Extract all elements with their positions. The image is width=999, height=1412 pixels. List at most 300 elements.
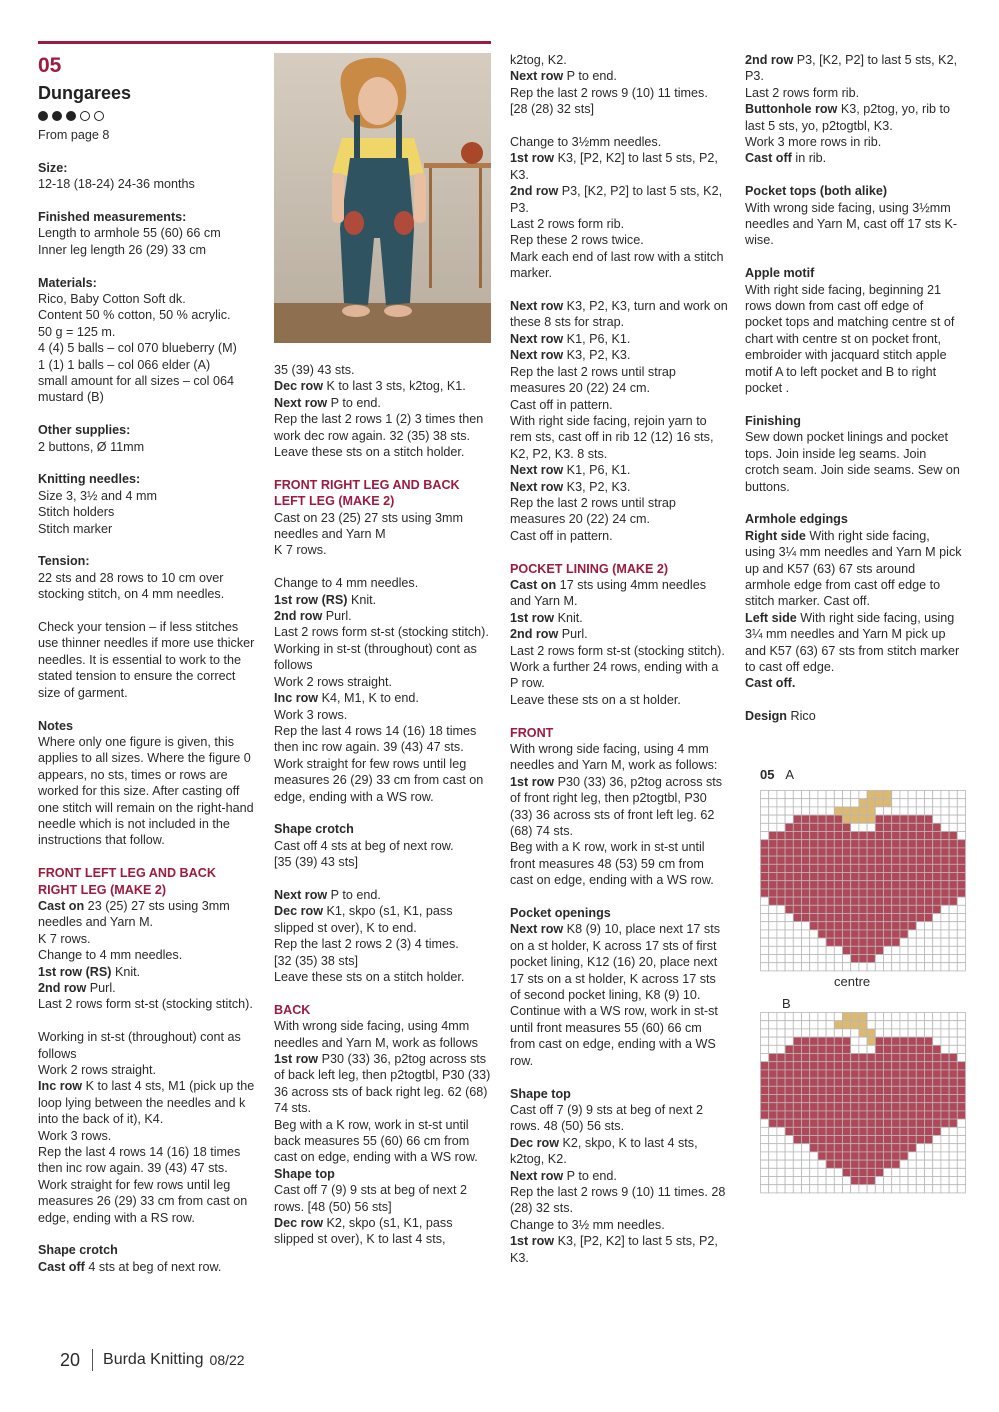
- chart-cell: [933, 1070, 941, 1078]
- chart-cell: [843, 922, 851, 930]
- chart-cell: [843, 1086, 851, 1094]
- chart-cell: [818, 1177, 826, 1185]
- chart-cell: [834, 799, 842, 807]
- chart-cell: [875, 881, 883, 889]
- chart-cell: [802, 840, 810, 848]
- chart-cell: [892, 799, 900, 807]
- chart-cell: [949, 1160, 957, 1168]
- chart-cell: [941, 955, 949, 963]
- chart-cell: [834, 1021, 842, 1029]
- chart-cell: [859, 791, 867, 799]
- chart-cell: [802, 1045, 810, 1053]
- chart-cell: [826, 1095, 834, 1103]
- chart-cell: [843, 897, 851, 905]
- chart-cell: [908, 873, 916, 881]
- chart-cell: [818, 1078, 826, 1086]
- chart-cell: [810, 864, 818, 872]
- chart-cell: [957, 897, 965, 905]
- chart-cell: [769, 799, 777, 807]
- chart-cell: [892, 1160, 900, 1168]
- chart-cell: [785, 815, 793, 823]
- chart-cell: [941, 1070, 949, 1078]
- chart-cell: [769, 955, 777, 963]
- chart-cell: [851, 905, 859, 913]
- chart-cell: [949, 864, 957, 872]
- chart-cell: [941, 1021, 949, 1029]
- chart-cell: [925, 1136, 933, 1144]
- chart-cell: [859, 922, 867, 930]
- chart-cell: [916, 1037, 924, 1045]
- chart-cell: [875, 963, 883, 971]
- chart-cell: [925, 807, 933, 815]
- chart-cell: [900, 1037, 908, 1045]
- chart-cell: [884, 889, 892, 897]
- chart-cell: [867, 815, 875, 823]
- chart-cell: [875, 938, 883, 946]
- chart-cell: [867, 791, 875, 799]
- chart-cell: [785, 889, 793, 897]
- chart-cell: [916, 914, 924, 922]
- chart-cell: [843, 1062, 851, 1070]
- chart-cell: [916, 1045, 924, 1053]
- chart-cell: [810, 963, 818, 971]
- chart-cell: [949, 807, 957, 815]
- chart-cell: [843, 1037, 851, 1045]
- chart-cell: [925, 799, 933, 807]
- chart-cell: [769, 1103, 777, 1111]
- chart-cell: [826, 897, 834, 905]
- chart-cell: [892, 1177, 900, 1185]
- chart-cell: [769, 1054, 777, 1062]
- chart-cell: [859, 864, 867, 872]
- chart-cell: [908, 1185, 916, 1193]
- chart-cell: [802, 815, 810, 823]
- chart-cell: [925, 840, 933, 848]
- chart-cell: [949, 1054, 957, 1062]
- chart-cell: [884, 922, 892, 930]
- chart-cell: [810, 1160, 818, 1168]
- chart-cell: [777, 1177, 785, 1185]
- chart-cell: [793, 807, 801, 815]
- chart-cell: [793, 897, 801, 905]
- chart-cell: [892, 1152, 900, 1160]
- chart-cell: [826, 1144, 834, 1152]
- chart-cell: [810, 889, 818, 897]
- chart-cell: [785, 1185, 793, 1193]
- chart-cell: [810, 848, 818, 856]
- chart-cell: [826, 881, 834, 889]
- chart-cell: [859, 832, 867, 840]
- chart-cell: [916, 1152, 924, 1160]
- chart-cell: [892, 840, 900, 848]
- chart-cell: [793, 889, 801, 897]
- chart-cell: [810, 840, 818, 848]
- chart-cell: [859, 1078, 867, 1086]
- chart-cell: [949, 930, 957, 938]
- chart-cell: [933, 938, 941, 946]
- chart-cell: [892, 1168, 900, 1176]
- chart-cell: [843, 1021, 851, 1029]
- chart-cell: [925, 930, 933, 938]
- chart-cell: [843, 1127, 851, 1135]
- chart-cell: [916, 823, 924, 831]
- chart-cell: [925, 1013, 933, 1021]
- chart-cell: [900, 922, 908, 930]
- chart-cell: [867, 1013, 875, 1021]
- chart-cell: [859, 1095, 867, 1103]
- chart-cell: [769, 1144, 777, 1152]
- chart-cell: [892, 1136, 900, 1144]
- chart-cell: [851, 1152, 859, 1160]
- chart-cell: [908, 840, 916, 848]
- chart-cell: [933, 1119, 941, 1127]
- chart-cell: [859, 1144, 867, 1152]
- chart-cell: [949, 1045, 957, 1053]
- chart-cell: [941, 823, 949, 831]
- chart-cell: [867, 1136, 875, 1144]
- chart-cell: [843, 881, 851, 889]
- chart-cell: [834, 1185, 842, 1193]
- chart-cell: [875, 1078, 883, 1086]
- chart-cell: [916, 1078, 924, 1086]
- chart-cell: [818, 873, 826, 881]
- chart-cell: [851, 963, 859, 971]
- chart-cell: [826, 1070, 834, 1078]
- chart-cell: [818, 1037, 826, 1045]
- from-page: From page 8: [38, 128, 110, 142]
- chart-cell: [769, 1177, 777, 1185]
- chart-cell: [818, 881, 826, 889]
- chart-cell: [941, 1119, 949, 1127]
- chart-cell: [925, 1054, 933, 1062]
- chart-cell: [884, 1078, 892, 1086]
- chart-cell: [925, 791, 933, 799]
- chart-cell: [957, 1152, 965, 1160]
- chart-cell: [949, 905, 957, 913]
- chart-cell: [916, 1086, 924, 1094]
- chart-cell: [777, 1185, 785, 1193]
- chart-cell: [892, 856, 900, 864]
- chart-cell: [843, 1054, 851, 1062]
- chart-cell: [900, 1103, 908, 1111]
- chart-cell: [810, 1103, 818, 1111]
- chart-cell: [916, 1136, 924, 1144]
- chart-cell: [810, 1119, 818, 1127]
- chart-cell: [875, 1111, 883, 1119]
- chart-cell: [802, 881, 810, 889]
- measurements-section: Finished measurements: Length to armhole 55 (60) 66 cm Inner leg length 26 (29) 33 cm: [38, 210, 221, 257]
- chart-a-label: 05 A: [760, 767, 794, 782]
- chart-cell: [859, 1127, 867, 1135]
- chart-cell: [875, 946, 883, 954]
- chart-cell: [925, 1185, 933, 1193]
- chart-cell: [884, 1021, 892, 1029]
- chart-cell: [810, 799, 818, 807]
- chart-cell: [900, 889, 908, 897]
- chart-cell: [925, 897, 933, 905]
- chart-cell: [949, 938, 957, 946]
- chart-cell: [802, 856, 810, 864]
- chart-cell: [900, 1168, 908, 1176]
- chart-cell: [761, 840, 769, 848]
- chart-cell: [793, 1160, 801, 1168]
- chart-cell: [826, 1160, 834, 1168]
- chart-cell: [802, 955, 810, 963]
- chart-cell: [957, 955, 965, 963]
- chart-cell: [867, 881, 875, 889]
- chart-cell: [785, 946, 793, 954]
- chart-cell: [834, 840, 842, 848]
- chart-cell: [818, 1136, 826, 1144]
- chart-cell: [916, 881, 924, 889]
- chart-cell: [900, 1021, 908, 1029]
- chart-cell: [810, 938, 818, 946]
- chart-cell: [867, 1144, 875, 1152]
- chart-cell: [875, 905, 883, 913]
- chart-cell: [949, 922, 957, 930]
- chart-cell: [957, 864, 965, 872]
- chart-cell: [925, 864, 933, 872]
- chart-cell: [851, 1136, 859, 1144]
- chart-cell: [941, 946, 949, 954]
- chart-cell: [810, 1136, 818, 1144]
- chart-cell: [884, 881, 892, 889]
- chart-cell: [785, 791, 793, 799]
- difficulty-dot-filled: [66, 111, 76, 121]
- chart-cell: [851, 1037, 859, 1045]
- chart-cell: [793, 905, 801, 913]
- chart-cell: [892, 905, 900, 913]
- chart-cell: [802, 1054, 810, 1062]
- chart-cell: [916, 1029, 924, 1037]
- chart-cell: [875, 1119, 883, 1127]
- chart-cell: [851, 1160, 859, 1168]
- chart-cell: [933, 922, 941, 930]
- chart-cell: [834, 848, 842, 856]
- chart-cell: [867, 1127, 875, 1135]
- chart-cell: [769, 1111, 777, 1119]
- chart-cell: [761, 963, 769, 971]
- chart-cell: [867, 955, 875, 963]
- chart-cell: [867, 897, 875, 905]
- chart-cell: [933, 1037, 941, 1045]
- chart-cell: [908, 889, 916, 897]
- chart-cell: [826, 823, 834, 831]
- chart-cell: [900, 963, 908, 971]
- chart-cell: [769, 1013, 777, 1021]
- chart-cell: [908, 1029, 916, 1037]
- chart-cell: [949, 815, 957, 823]
- chart-cell: [818, 840, 826, 848]
- pattern-number: 05: [38, 54, 62, 77]
- chart-cell: [818, 1095, 826, 1103]
- chart-cell: [892, 1029, 900, 1037]
- chart-cell: [769, 922, 777, 930]
- chart-cell: [859, 873, 867, 881]
- chart-cell: [777, 1160, 785, 1168]
- chart-cell: [892, 881, 900, 889]
- chart-cell: [941, 848, 949, 856]
- chart-cell: [875, 1037, 883, 1045]
- chart-cell: [892, 848, 900, 856]
- chart-cell: [761, 905, 769, 913]
- chart-cell: [834, 905, 842, 913]
- chart-cell: [859, 1119, 867, 1127]
- apple-chart-b: [760, 1012, 970, 1194]
- chart-cell: [908, 1127, 916, 1135]
- chart-cell: [867, 1119, 875, 1127]
- chart-cell: [884, 815, 892, 823]
- chart-cell: [761, 873, 769, 881]
- chart-cell: [875, 823, 883, 831]
- chart-cell: [802, 963, 810, 971]
- chart-cell: [851, 1021, 859, 1029]
- chart-cell: [793, 1103, 801, 1111]
- chart-cell: [777, 823, 785, 831]
- chart-cell: [916, 905, 924, 913]
- chart-cell: [818, 1103, 826, 1111]
- chart-cell: [785, 1152, 793, 1160]
- chart-cell: [826, 799, 834, 807]
- chart-cell: [875, 1029, 883, 1037]
- chart-cell: [826, 955, 834, 963]
- chart-cell: [777, 1144, 785, 1152]
- chart-cell: [785, 1078, 793, 1086]
- chart-cell: [916, 840, 924, 848]
- chart-cell: [802, 889, 810, 897]
- chart-cell: [900, 881, 908, 889]
- chart-cell: [933, 791, 941, 799]
- chart-cell: [892, 914, 900, 922]
- chart-cell: [900, 815, 908, 823]
- chart-cell: [875, 856, 883, 864]
- chart-cell: [785, 856, 793, 864]
- chart-cell: [834, 791, 842, 799]
- chart-cell: [859, 963, 867, 971]
- chart-cell: [793, 1054, 801, 1062]
- photo-illustration: [274, 53, 491, 343]
- chart-cell: [867, 823, 875, 831]
- chart-cell: [818, 791, 826, 799]
- chart-cell: [843, 1136, 851, 1144]
- chart-cell: [925, 955, 933, 963]
- chart-cell: [875, 1021, 883, 1029]
- chart-cell: [933, 1103, 941, 1111]
- chart-cell: [957, 1136, 965, 1144]
- chart-cell: [884, 1185, 892, 1193]
- chart-cell: [834, 823, 842, 831]
- chart-cell: [916, 889, 924, 897]
- chart-cell: [941, 889, 949, 897]
- chart-cell: [761, 1185, 769, 1193]
- chart-cell: [916, 1095, 924, 1103]
- chart-cell: [761, 922, 769, 930]
- chart-cell: [793, 1136, 801, 1144]
- chart-cell: [834, 1168, 842, 1176]
- chart-cell: [777, 938, 785, 946]
- chart-cell: [793, 832, 801, 840]
- chart-cell: [908, 938, 916, 946]
- chart-cell: [941, 1136, 949, 1144]
- chart-cell: [761, 955, 769, 963]
- chart-cell: [916, 938, 924, 946]
- chart-cell: [769, 881, 777, 889]
- chart-cell: [793, 799, 801, 807]
- chart-cell: [892, 1086, 900, 1094]
- section-heading: FRONT LEFT LEG AND BACK RIGHT LEG (MAKE 2): [38, 866, 216, 897]
- chart-cell: [900, 914, 908, 922]
- chart-cell: [884, 856, 892, 864]
- chart-cell: [884, 1013, 892, 1021]
- chart-cell: [769, 1168, 777, 1176]
- chart-cell: [769, 1095, 777, 1103]
- chart-cell: [884, 791, 892, 799]
- product-photo: [274, 53, 491, 343]
- chart-cell: [859, 955, 867, 963]
- chart-cell: [859, 1045, 867, 1053]
- chart-cell: [957, 1111, 965, 1119]
- chart-cell: [908, 905, 916, 913]
- chart-cell: [802, 1111, 810, 1119]
- chart-cell: [851, 1111, 859, 1119]
- chart-cell: [785, 930, 793, 938]
- chart-cell: [884, 1160, 892, 1168]
- pattern-title: Dungarees: [38, 83, 132, 103]
- chart-cell: [793, 1119, 801, 1127]
- chart-cell: [826, 815, 834, 823]
- chart-cell: [761, 881, 769, 889]
- chart-cell: [818, 1054, 826, 1062]
- chart-cell: [957, 1021, 965, 1029]
- chart-cell: [851, 1078, 859, 1086]
- chart-cell: [933, 848, 941, 856]
- chart-cell: [834, 914, 842, 922]
- chart-cell: [892, 1021, 900, 1029]
- chart-cell: [892, 1095, 900, 1103]
- chart-cell: [843, 955, 851, 963]
- chart-cell: [793, 1013, 801, 1021]
- chart-cell: [769, 791, 777, 799]
- chart-cell: [916, 1070, 924, 1078]
- chart-cell: [785, 840, 793, 848]
- chart-cell: [851, 1070, 859, 1078]
- chart-cell: [769, 914, 777, 922]
- chart-centre-label: centre: [834, 974, 871, 989]
- chart-cell: [761, 815, 769, 823]
- chart-cell: [843, 889, 851, 897]
- chart-cell: [785, 832, 793, 840]
- chart-cell: [933, 1177, 941, 1185]
- chart-cell: [818, 1185, 826, 1193]
- chart-cell: [851, 1168, 859, 1176]
- chart-cell: [908, 1054, 916, 1062]
- chart-cell: [900, 1127, 908, 1135]
- chart-cell: [859, 1013, 867, 1021]
- chart-cell: [916, 815, 924, 823]
- chart-cell: [761, 799, 769, 807]
- chart-cell: [933, 1136, 941, 1144]
- chart-cell: [818, 914, 826, 922]
- chart-cell: [949, 889, 957, 897]
- chart-cell: [859, 1103, 867, 1111]
- chart-cell: [933, 1054, 941, 1062]
- chart-cell: [949, 1119, 957, 1127]
- chart-cell: [826, 1029, 834, 1037]
- chart-cell: [949, 1127, 957, 1135]
- chart-cell: [834, 930, 842, 938]
- chart-cell: [892, 1054, 900, 1062]
- chart-cell: [802, 914, 810, 922]
